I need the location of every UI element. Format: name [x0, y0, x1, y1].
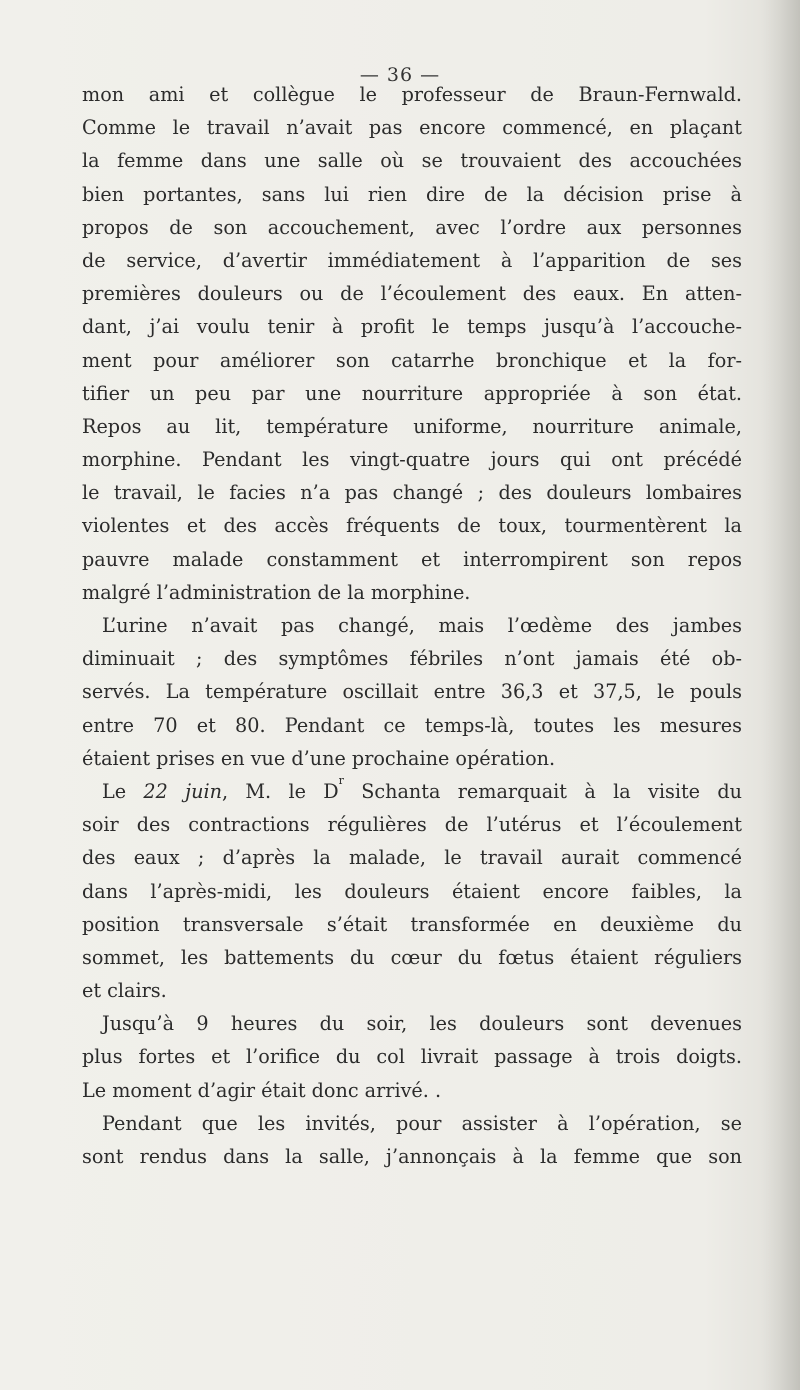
superscript: r	[338, 773, 344, 787]
text-line: violentes et des accès fréquents de toux, tourmentèrent la	[82, 514, 742, 538]
text-line: dans l’après-midi, les douleurs étaient encore faibles, la	[82, 879, 742, 903]
text-line: tifier un peu par une nourriture appropriée à son état.	[82, 381, 742, 405]
paragraph-start: Jusqu’à 9 heures du soir, les douleurs sont devenues	[102, 1012, 742, 1036]
text-line: premières douleurs ou de l’écoulement des eaux. En atten-	[82, 282, 742, 306]
text-line: Le moment d’agir était donc arrivé. .	[82, 1078, 442, 1102]
date-text: 22 juin	[143, 779, 222, 803]
text-line: et clairs.	[82, 979, 167, 1003]
text-line: pauvre malade constamment et interrompirent son repos	[82, 547, 742, 571]
body-text	[82, 78, 742, 1173]
paragraph-start: L’urine n’avait pas changé, mais l’œdème des jambes	[102, 614, 742, 637]
text-line: le travail, le facies n’a pas changé ; des douleurs lombaires	[82, 481, 742, 505]
text-line: morphine. Pendant les vingt-quatre jours qui ont précédé	[82, 448, 742, 472]
text-line: diminuait ; des symptômes fébriles n’ont jamais été ob-	[82, 647, 742, 671]
line-middle: , M. le D	[221, 779, 339, 803]
text-line: étaient prises en vue d’une prochaine opération.	[82, 746, 556, 770]
page-edge-shadow	[760, 0, 800, 1390]
text-line: malgré l’administration de la morphine.	[82, 580, 471, 604]
text-line: Repos au lit, température uniforme, nourriture animale,	[82, 414, 742, 438]
text-line: bien portantes, sans lui rien dire de la décision prise à	[82, 182, 742, 206]
text-line: plus fortes et l’orifice du col livrait passage à trois doigts.	[82, 1045, 742, 1069]
text-line: sont rendus dans la salle, j’annonçais à la femme que son	[82, 1145, 742, 1168]
paragraph-start	[82, 775, 742, 808]
text-line: position transversale s’était transformée en deuxième du	[82, 912, 742, 936]
text-line: propos de son accouchement, avec l’ordre aux personnes	[82, 215, 742, 239]
paragraph-start: Pendant que les invités, pour assister à l’opération, se	[102, 1111, 742, 1135]
line-suffix: Schanta remarquait à la visite du	[343, 779, 742, 803]
text-line: soir des contractions régulières de l’utérus et l’écoulement	[82, 813, 742, 837]
text-line: servés. La température oscillait entre 36,3 et 37,5, le pouls	[82, 680, 742, 704]
text-line: des eaux ; d’après la malade, le travail aurait commencé	[82, 846, 742, 870]
page-number: — 36 —	[359, 64, 441, 86]
text-line: entre 70 et 80. Pendant ce temps-là, toutes les mesures	[82, 713, 742, 737]
text-line: dant, j’ai voulu tenir à profit le temps jusqu’à l’accouche-	[82, 315, 742, 339]
text-line: ment pour améliorer son catarrhe bronchique et la for-	[82, 348, 742, 372]
text-line: la femme dans une salle où se trouvaient des accouchées	[82, 149, 742, 173]
line-prefix: Le	[102, 779, 144, 803]
text-line: de service, d’avertir immédiatement à l’apparition de ses	[82, 248, 742, 272]
text-line: sommet, les battements du cœur du fœtus étaient réguliers	[82, 945, 742, 969]
text-line: mon ami et collègue le professeur de Braun-Fernwald.	[82, 83, 742, 106]
text-line: Comme le travail n’avait pas encore commencé, en plaçant	[82, 116, 742, 140]
